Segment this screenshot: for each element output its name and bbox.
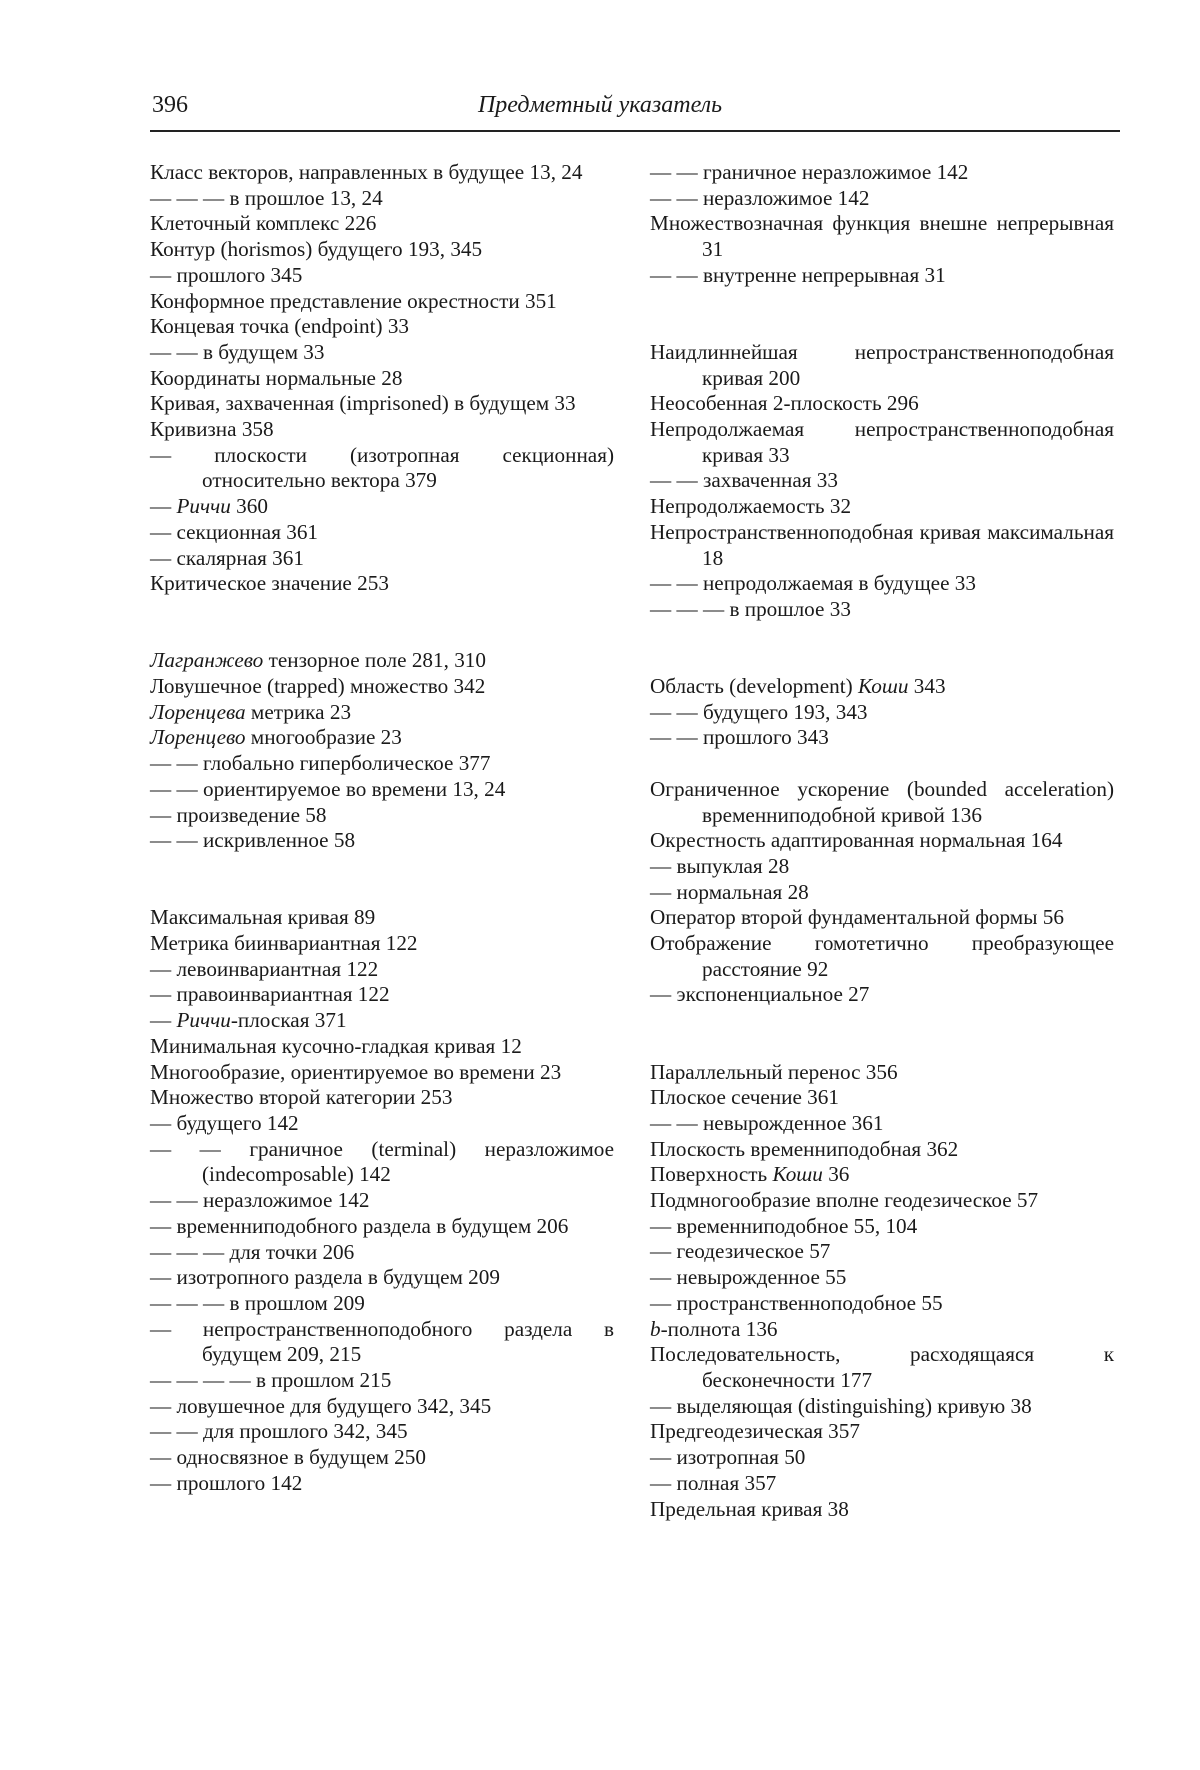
index-entry-text: — — — — в прошлом 215	[150, 1368, 392, 1393]
index-entry	[650, 160, 1114, 186]
index-entry-text: — временниподобное 55, 104	[650, 1213, 918, 1238]
index-entry-italic-text: Коши	[772, 1162, 823, 1187]
index-entry-text: Плоскость временниподобная 362	[650, 1136, 959, 1161]
index-entry-text: — — для прошлого 342, 345	[150, 1419, 408, 1444]
index-entry-text: Конформное представление окрестности 351	[150, 288, 557, 313]
index-entry	[150, 314, 614, 340]
index-entry-text: — правоинвариантная 122	[150, 982, 390, 1007]
index-entry-text: — временниподобного раздела в будущем 206	[150, 1213, 569, 1238]
index-entry	[650, 931, 1114, 982]
index-entry	[150, 700, 614, 726]
index-entry-text: — нормальная 28	[650, 879, 809, 904]
index-entry-text: Множество второй категории 253	[150, 1085, 453, 1110]
index-entry	[150, 1291, 614, 1317]
index-entry-text: — — граничное (terminal) неразложимое (indecomposable) 142	[150, 1136, 614, 1187]
index-entry	[150, 1111, 614, 1137]
index-entry	[650, 777, 1114, 828]
index-entry-text: — геодезическое 57	[650, 1239, 831, 1264]
index-entry-text: Координаты нормальные 28	[150, 365, 403, 390]
index-entry	[150, 160, 614, 186]
index-entry-text: — — будущего 193, 343	[650, 699, 868, 724]
index-entry	[650, 1214, 1114, 1240]
index-entry-text: метрика 23	[245, 699, 352, 724]
index-entry	[650, 1188, 1114, 1214]
index-entry-text: -полнота 136	[660, 1316, 778, 1341]
index-entry-text: Последовательность, расходящаяся к бесконечности 177	[650, 1342, 1114, 1392]
section-gap	[650, 751, 1114, 777]
section-gap	[650, 289, 1114, 340]
index-entry-text: Ловушечное (trapped) множество 342	[150, 674, 486, 699]
index-entry	[650, 1497, 1114, 1523]
index-entry-text: Клеточный комплекс 226	[150, 211, 377, 236]
index-entry-text: Оператор второй фундаментальной формы 56	[650, 905, 1064, 930]
section-gap	[650, 1008, 1114, 1059]
index-entry-text: Контур (horismos) будущего 193, 345	[150, 237, 483, 262]
index-entry	[650, 880, 1114, 906]
index-entry-text: Класс векторов, направленных в будущее 13, 24	[150, 160, 583, 184]
index-entry-text: — секционная 361	[150, 519, 319, 544]
index-entry	[650, 1394, 1114, 1420]
index-entry	[150, 494, 614, 520]
header-rule	[150, 130, 1120, 132]
index-entry	[650, 211, 1114, 262]
index-entry-italic-text: Лагранжево	[150, 648, 264, 673]
index-entry	[150, 1445, 614, 1471]
index-entry	[150, 546, 614, 572]
index-entry	[150, 1085, 614, 1111]
index-entry	[150, 417, 614, 443]
index-entry-text: Метрика биинвариантная 122	[150, 931, 418, 956]
index-entry-text: Ограниченное ускорение (bounded acceleration) временниподобной кривой 136	[650, 776, 1114, 827]
index-entry-text: Минимальная кусочно-гладкая кривая 12	[150, 1033, 522, 1058]
index-entry	[150, 391, 614, 417]
section-gap	[150, 597, 614, 648]
index-entry	[650, 1060, 1114, 1086]
index-entry-text: — пространственноподобное 55	[650, 1290, 943, 1315]
index-entry-text: — выпуклая 28	[650, 853, 790, 878]
index-entry-text: — — — для точки 206	[150, 1239, 355, 1264]
index-entry	[150, 340, 614, 366]
index-entry	[650, 520, 1114, 571]
index-entry-text: — — — в прошлое 13, 24	[150, 185, 383, 210]
index-entry	[650, 1471, 1114, 1497]
index-entry-italic-text: Риччи	[176, 494, 231, 519]
index-entry-text: — — глобально гиперболическое 377	[150, 751, 491, 776]
index-entry	[150, 520, 614, 546]
index-entry	[150, 1214, 614, 1240]
index-entry-text: Непродолжаемая непространственноподобная кривая 33	[650, 417, 1114, 467]
index-entry-text: — односвязное в будущем 250	[150, 1445, 426, 1470]
index-entry-text: Множествозначная функция внешне непрерывная 31	[650, 211, 1114, 262]
index-entry-text: Максимальная кривая 89	[150, 905, 376, 930]
index-entry-italic-text: Риччи	[176, 1008, 231, 1033]
index-entry-text: Неособенная 2-плоскость 296	[650, 391, 919, 416]
index-entry	[150, 211, 614, 237]
index-entry	[650, 494, 1114, 520]
index-entry-text: Параллельный перенос 356	[650, 1059, 898, 1084]
index-entry	[650, 905, 1114, 931]
index-entry-text: — — ориентируемое во времени 13, 24	[150, 776, 506, 801]
index-entry	[650, 982, 1114, 1008]
index-column-right	[650, 160, 1114, 1522]
index-entry	[150, 1034, 614, 1060]
index-entry	[150, 1265, 614, 1291]
index-entry	[150, 237, 614, 263]
index-entry	[650, 828, 1114, 854]
index-entry	[150, 1188, 614, 1214]
index-entry-text: Поверхность	[650, 1162, 773, 1187]
index-entry-text: —	[150, 1008, 177, 1033]
index-entry-text: Кривая, захваченная (imprisoned) в будущем 33	[150, 391, 576, 416]
index-entry	[150, 1137, 614, 1188]
index-entry	[150, 905, 614, 931]
index-entry-text: — изотропного раздела в будущем 209	[150, 1265, 500, 1290]
index-entry	[650, 1239, 1114, 1265]
index-entry-text: Плоское сечение 361	[650, 1085, 839, 1110]
index-entry-text: Область (development)	[650, 674, 858, 699]
index-entry-text: Предгеодезическая 357	[650, 1419, 860, 1444]
page-title: Предметный указатель	[477, 92, 723, 118]
index-entry	[150, 725, 614, 751]
index-entry	[650, 1291, 1114, 1317]
index-entry-text: многообразие 23	[245, 725, 402, 750]
index-entry-italic-text: Лоренцева	[150, 699, 246, 724]
index-entry	[650, 340, 1114, 391]
index-entry	[650, 1342, 1114, 1393]
index-entry-text: — невырожденное 55	[650, 1265, 847, 1290]
index-entry	[150, 1368, 614, 1394]
index-entry-text: Окрестность адаптированная нормальная 164	[650, 828, 1063, 853]
index-entry	[150, 751, 614, 777]
index-entry	[650, 417, 1114, 468]
index-entry-text: Концевая точка (endpoint) 33	[150, 314, 410, 339]
index-entry	[150, 1317, 614, 1368]
index-entry	[150, 443, 614, 494]
index-entry	[650, 1085, 1114, 1111]
index-entry-text: — — захваченная 33	[650, 468, 838, 493]
index-entry	[150, 931, 614, 957]
index-entry	[650, 1419, 1114, 1445]
index-entry-text: — полная 357	[650, 1470, 777, 1495]
index-entry-text: — — неразложимое 142	[650, 185, 870, 210]
index-entry-text: Предельная кривая 38	[650, 1496, 849, 1521]
index-entry-text: Кривизна 358	[150, 417, 274, 442]
index-entry	[150, 777, 614, 803]
index-entry	[150, 571, 614, 597]
index-entry-italic-text: Лоренцево	[150, 725, 246, 750]
index-entry-text: Отображение гомотетично преобразующее расстояние 92	[650, 931, 1114, 981]
index-entry	[150, 1008, 614, 1034]
index-entry-text: Многообразие, ориентируемое во времени 23	[150, 1059, 562, 1084]
index-entry	[150, 1419, 614, 1445]
index-entry	[650, 1445, 1114, 1471]
index-entry-text: — прошлого 345	[150, 262, 303, 287]
index-entry	[650, 391, 1114, 417]
index-entry-text: — — прошлого 343	[650, 725, 829, 750]
index-entry-text: — скалярная 361	[150, 545, 304, 570]
index-entry	[650, 1137, 1114, 1163]
index-entry-text: — выделяющая (distinguishing) кривую 38	[650, 1393, 1032, 1418]
index-entry-text: — — неразложимое 142	[150, 1188, 370, 1213]
index-entry	[150, 828, 614, 854]
index-entry-text: — будущего 142	[150, 1110, 299, 1135]
index-entry	[650, 468, 1114, 494]
index-entry	[650, 186, 1114, 212]
section-gap	[650, 623, 1114, 674]
index-entry-text: — изотропная 50	[650, 1445, 806, 1470]
index-entry	[650, 1317, 1114, 1343]
index-entry-text: — — граничное неразложимое 142	[650, 160, 969, 184]
index-entry	[150, 957, 614, 983]
index-entry	[650, 1265, 1114, 1291]
index-entry-text: — — искривленное 58	[150, 828, 356, 853]
index-entry-text: — — непродолжаемая в будущее 33	[650, 571, 976, 596]
index-entry-italic-text: b	[650, 1316, 661, 1341]
section-gap	[150, 854, 614, 905]
index-entry	[650, 854, 1114, 880]
index-entry	[150, 1394, 614, 1420]
index-entry	[150, 982, 614, 1008]
index-entry-text: 343	[908, 674, 946, 699]
index-entry-text: Непродолжаемость 32	[650, 494, 852, 519]
index-entry-italic-text: Коши	[858, 674, 909, 699]
index-entry-text: Непространственноподобная кривая максимальная 18	[650, 519, 1114, 570]
index-entry-text: — — — в прошлое 33	[650, 596, 851, 621]
index-entry-text: — плоскости (изотропная секционная) относительно вектора 379	[150, 442, 614, 493]
index-entry-text: — левоинвариантная 122	[150, 956, 379, 981]
index-entry	[150, 648, 614, 674]
index-entry-text: —	[150, 494, 177, 519]
index-entry-text: — — — в прошлом 209	[150, 1290, 365, 1315]
index-entry-text: — непространственноподобного раздела в будущем 209, 215	[150, 1316, 614, 1367]
index-entry-text: Наидлиннейшая непространственноподобная кривая 200	[650, 339, 1114, 390]
index-entry	[650, 700, 1114, 726]
index-entry-text: — экспоненциальное 27	[650, 982, 870, 1007]
index-entry	[650, 1162, 1114, 1188]
index-column-left	[150, 160, 614, 1497]
index-entry-text: — — невырожденное 361	[650, 1110, 884, 1135]
index-entry	[150, 1471, 614, 1497]
index-entry	[650, 263, 1114, 289]
index-entry	[150, 263, 614, 289]
index-entry-text: тензорное поле 281, 310	[263, 648, 486, 673]
index-entry-text: — ловушечное для будущего 342, 345	[150, 1393, 492, 1418]
index-entry-text: Подмногообразие вполне геодезическое 57	[650, 1188, 1039, 1213]
index-entry-text: — — внутренне непрерывная 31	[650, 262, 946, 287]
index-entry	[150, 674, 614, 700]
index-entry-text: — — в будущем 33	[150, 339, 325, 364]
index-entry	[650, 571, 1114, 597]
index-entry	[150, 803, 614, 829]
index-entry	[650, 1111, 1114, 1137]
index-entry	[650, 725, 1114, 751]
index-entry-text: Критическое значение 253	[150, 571, 389, 596]
page-number: 396	[152, 92, 188, 118]
index-entry-text: — прошлого 142	[150, 1470, 303, 1495]
index-entry	[650, 597, 1114, 623]
index-entry-text: — произведение 58	[150, 802, 327, 827]
index-entry-text: 36	[822, 1162, 850, 1187]
index-entry	[150, 186, 614, 212]
index-entry	[650, 674, 1114, 700]
index-entry-text: 360	[230, 494, 268, 519]
index-entry	[150, 289, 614, 315]
index-entry	[150, 366, 614, 392]
index-entry-text: -плоская 371	[230, 1008, 347, 1033]
index-entry	[150, 1060, 614, 1086]
index-entry	[150, 1240, 614, 1266]
